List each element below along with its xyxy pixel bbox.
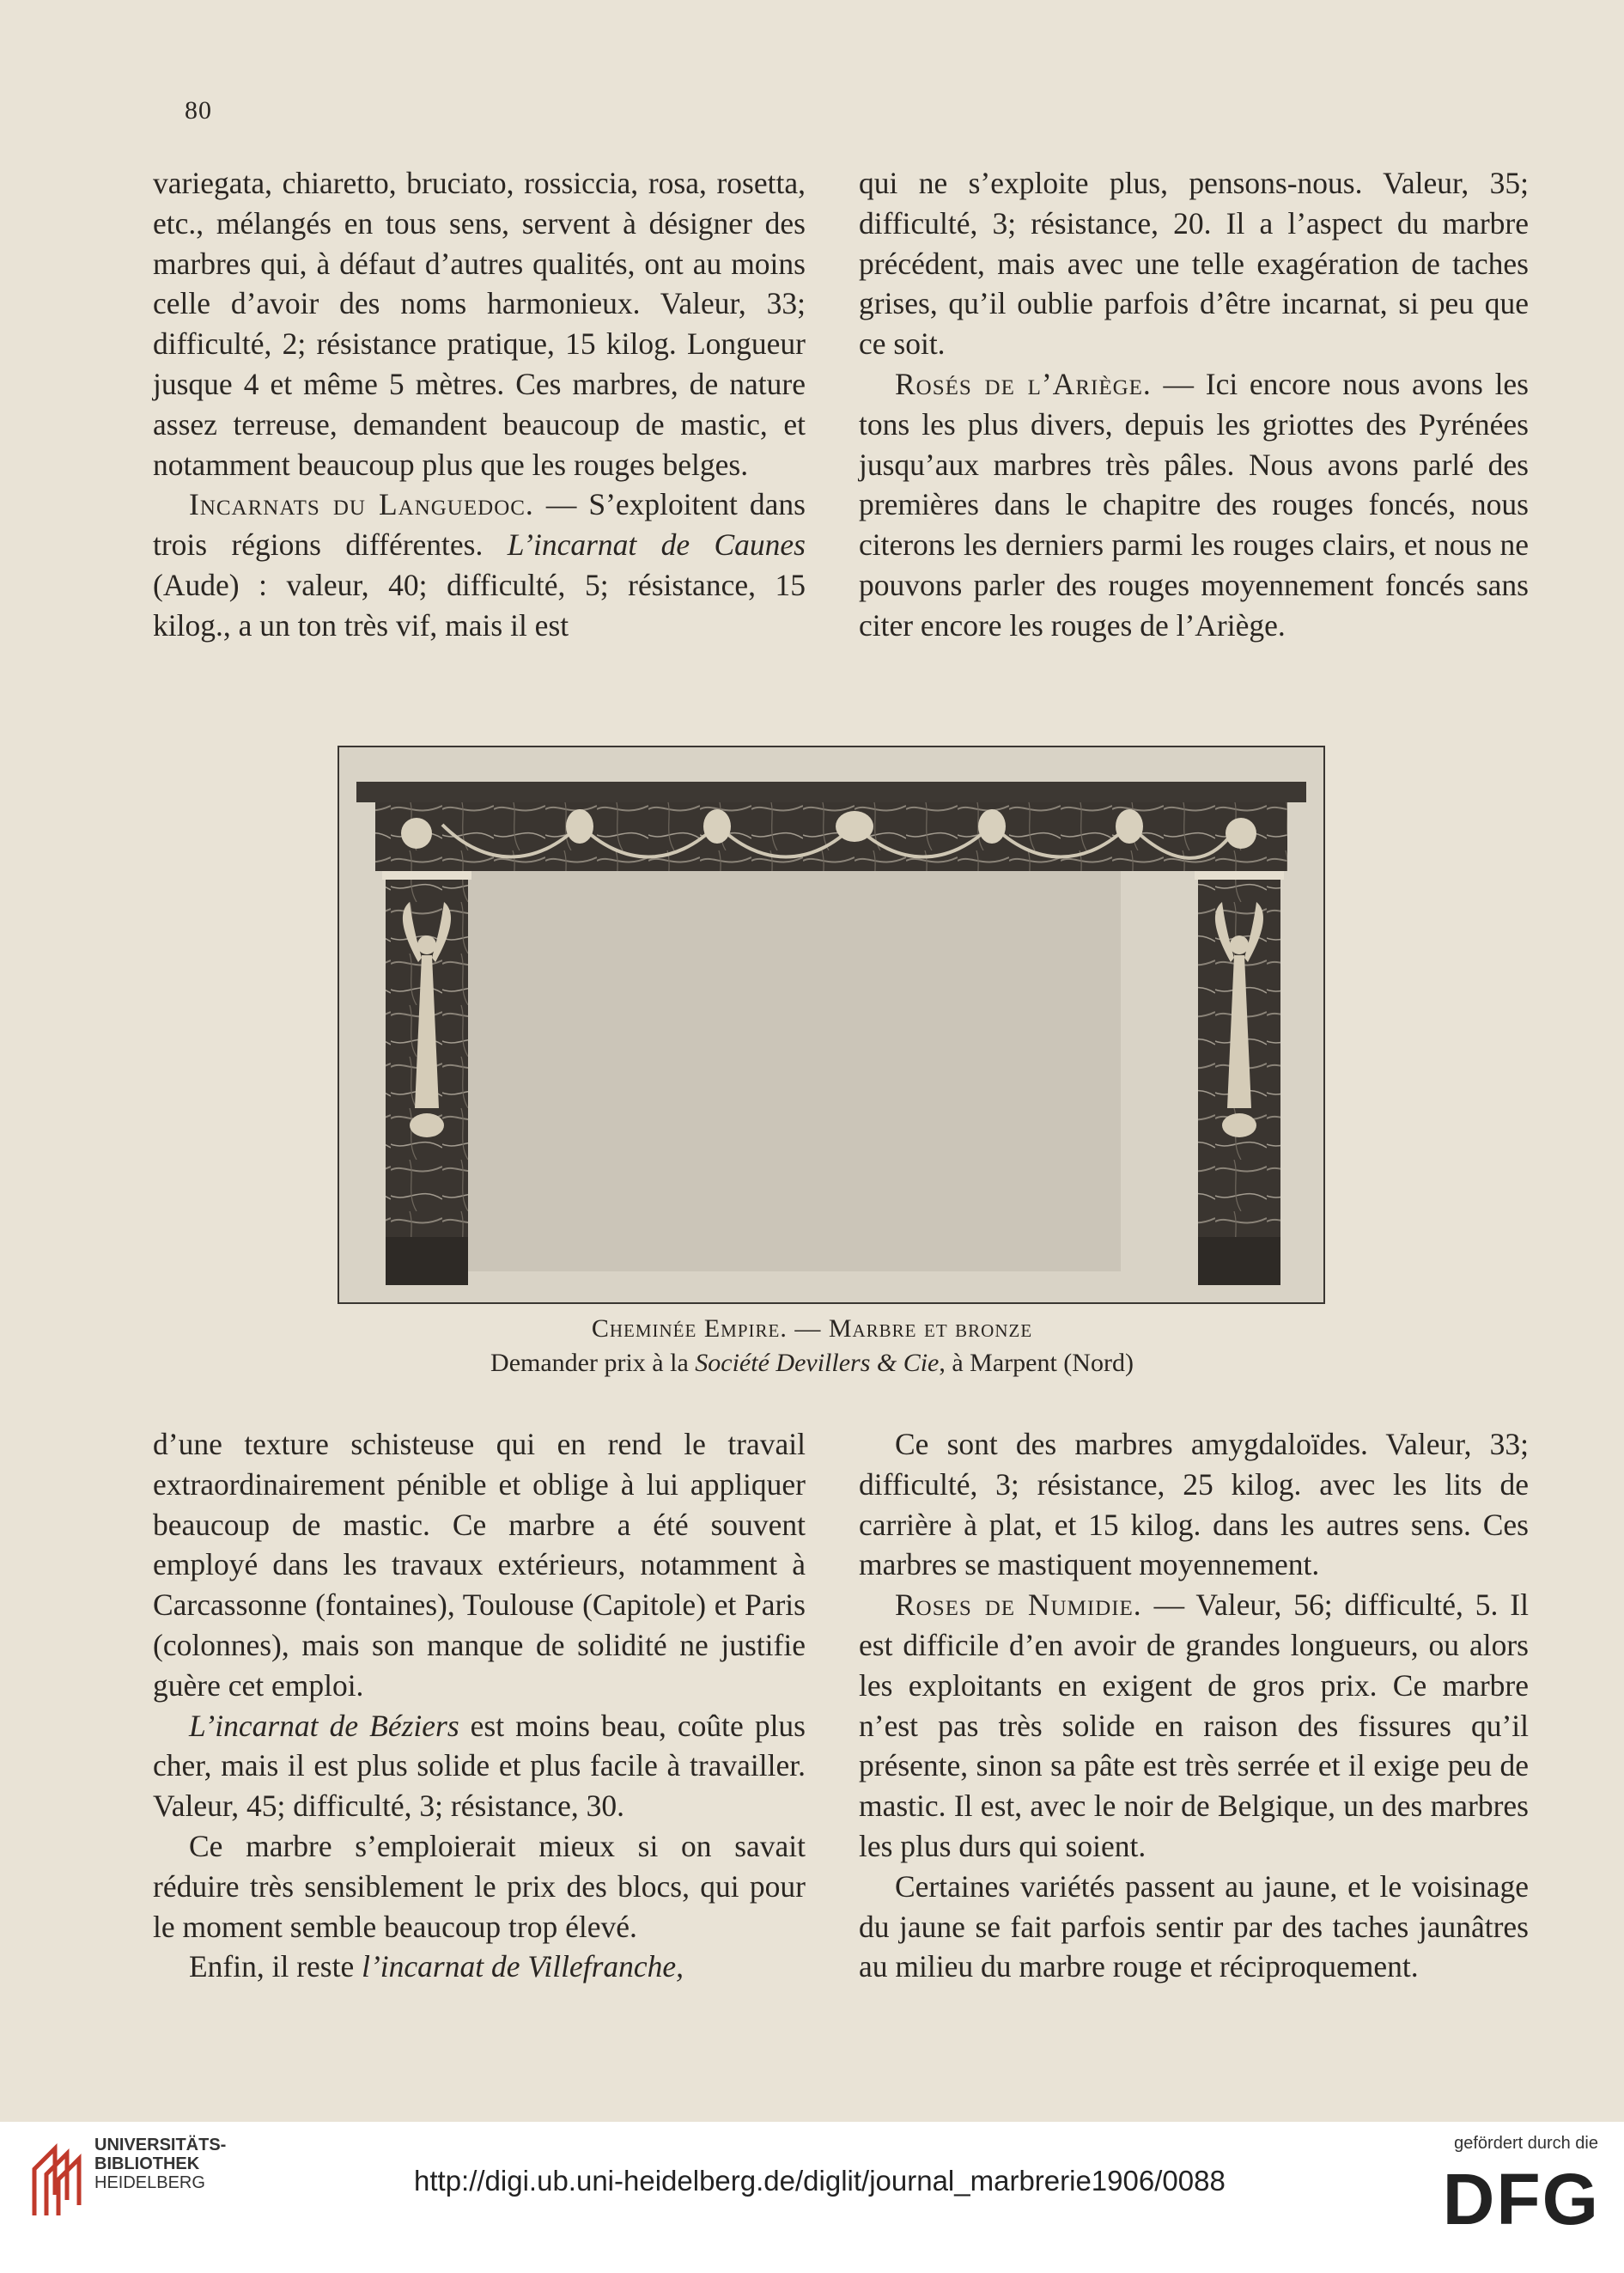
paragraph: Incarnats du Languedoc. — S’exploitent dans trois régions différentes. L’incarnat de Caunes (Aude) : valeur, 40; difficulté, 5; résistance, 15 kilog., a un ton très vif, mais il est (153, 487, 806, 643)
paragraph: Ce marbre s’emploierait mieux si on savait réduire très sensiblement le prix des blocs, qui pour le moment semble beaucoup trop élevé. (153, 1828, 806, 1944)
section-heading: Incarnats du Languedoc. (189, 487, 534, 522)
paragraph: Certaines variétés passent au jaune, et le voisinage du jaune se fait parfois sentir par des taches jaunâtres au milieu du marbre rouge et réciproquement. (859, 1868, 1529, 1984)
figure-caption-title: Cheminée Empire. — Marbre et bronze (591, 1314, 1033, 1343)
section-heading: Rosés de l’Ariège. (895, 366, 1152, 401)
footer-bar (0, 2122, 1624, 2273)
paragraph: Roses de Numidie. — Valeur, 56; difficulté, 5. Il est difficile d’en avoir de grandes longueurs, ou alors les exploitants en exigent de gros prix. Ce marbre n’est pas très solide en raison des fissures qu’il présente, sinon sa pâte est très serrée et il exige peu de mastic. Il est, avec le noir de Belgique, un des marbres les plus durs qui soient. (859, 1587, 1529, 1863)
fireplace-illustration (338, 746, 1325, 1304)
text-column-bottom-left (153, 1424, 806, 1987)
paragraph: qui ne s’exploite plus, pensons-nous. Valeur, 35; difficulté, 3; résistance, 20. Il a l’aspect du marbre précédent, mais avec une telle exagération de taches grises, qu’il oublie parfois d’être incarnat, si peu que ce soit. (859, 166, 1529, 362)
source-url[interactable]: http://digi.ub.uni-heidelberg.de/diglit/journal_marbrerie1906/0088 (414, 2165, 1226, 2197)
library-name: UNIVERSITÄTS- BIBLIOTHEK HEIDELBERG (94, 2136, 227, 2192)
paragraph: Enfin, il reste l’incarnat de Villefranche, (189, 1949, 684, 1984)
page-number: 80 (185, 96, 212, 125)
text-column-top-right (859, 163, 1529, 646)
funding-caption: gefördert durch die (1454, 2134, 1598, 2153)
university-library-logo-icon (29, 2135, 86, 2221)
paragraph: d’une texture schisteuse qui en rend le travail extraordinairement pénible et oblige à lui appliquer beaucoup de mastic. Ce marbre a été souvent employé dans les travaux extérieurs, notamment à Carcassonne (fontaines), Toulouse (Capitole) et Paris (colonnes), mais son manque de solidité ne justifie guère cet emploi. (153, 1427, 806, 1703)
paragraph: variegata, chiaretto, bruciato, rossiccia, rosa, rosetta, etc., mélangés en tous sens, servent à désigner des marbres qui, à défaut d’autres qualités, ont au moins celle d’avoir des noms harmonieux. Valeur, 33; difficulté, 2; résistance pratique, 15 kilog. Longueur jusque 4 et même 5 mètres. Ces marbres, de nature assez terreuse, demandent beaucoup de mastic, et notamment beaucoup plus que les rouges belges. (153, 166, 806, 482)
figure-caption-credit: Demander prix à la Société Devillers & Cie, à Marpent (Nord) (490, 1349, 1134, 1377)
dfg-logo: DFG (1442, 2159, 1600, 2239)
section-heading: Roses de Numidie. (895, 1587, 1142, 1623)
text-column-top-left (153, 163, 806, 646)
paragraph: L’incarnat de Béziers est moins beau, coûte plus cher, mais il est plus solide et plus facile à travailler. Valeur, 45; difficulté, 3; résistance, 30. (153, 1708, 806, 1824)
text-column-bottom-right (859, 1424, 1529, 1987)
paragraph: Rosés de l’Ariège. — Ici encore nous avons les tons les plus divers, depuis les griottes des Pyrénées jusqu’aux marbres très pâles. Nous avons parlé des premières dans le chapitre des rouges foncés, nous citerons les derniers parmi les rouges clairs, et nous ne pouvons parler des rouges moyennement foncés sans citer encore les rouges de l’Ariège. (859, 366, 1529, 643)
paragraph: Ce sont des marbres amygdaloïdes. Valeur, 33; difficulté, 3; résistance, 25 kilog. avec les lits de carrière à plat, et 15 kilog. dans les autres sens. Ces marbres se mastiquent moyennement. (859, 1427, 1529, 1582)
